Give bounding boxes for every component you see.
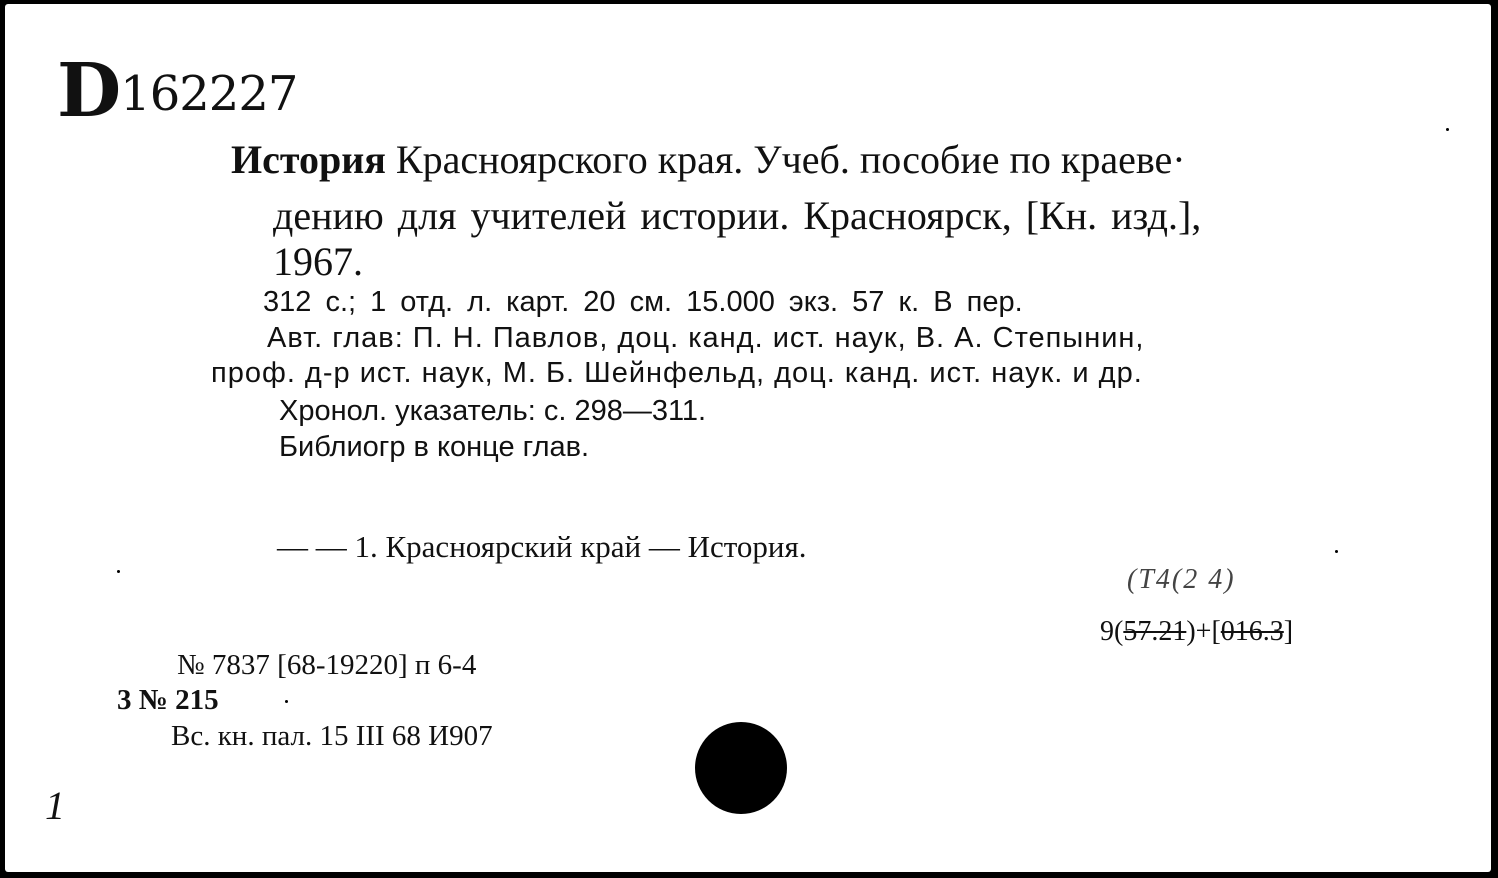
corner-handwritten-mark: 1 xyxy=(45,783,65,828)
footer-z-number: 3 № 215 xyxy=(117,684,219,716)
classification-mark xyxy=(1100,616,1293,648)
chronology-note: Хронол. указатель: с. 298—311. xyxy=(279,395,707,427)
call-number xyxy=(57,48,298,134)
physical-description: 312 с.; 1 отд. л. карт. 20 см. 15.000 экз. 57 к. В пер. xyxy=(263,286,1023,318)
catalog-card xyxy=(5,4,1491,872)
title-bold-word: История xyxy=(231,137,386,182)
class-suffix: ] xyxy=(1283,616,1294,647)
class-struck-2: 016.3 xyxy=(1220,616,1284,647)
speck xyxy=(1446,128,1449,131)
call-prefix: D xyxy=(57,48,121,134)
speck xyxy=(285,700,288,703)
title-rest: Красноярского края. Учеб. пособие по краеве· xyxy=(395,137,1186,182)
class-prefix: 9( xyxy=(1100,616,1124,647)
handwritten-note: (Т4(2 4) xyxy=(1127,564,1236,595)
punch-hole xyxy=(695,722,787,814)
call-digits: 162227 xyxy=(120,66,298,122)
subject-heading: — — 1. Красноярский край — История. xyxy=(277,529,807,564)
footer-number: № 7837 [68-19220] п 6-4 xyxy=(177,649,477,681)
title-line-3: 1967. xyxy=(273,239,363,284)
class-mid: )+[ xyxy=(1186,616,1221,647)
bibliography-note: Библиогр в конце глав. xyxy=(279,431,590,463)
speck xyxy=(117,570,120,573)
speck xyxy=(1335,550,1338,553)
title-line-2: дению для учителей истории. Красноярск, [Кн. изд.], xyxy=(273,193,1202,238)
authors-line-1: Авт. глав: П. Н. Павлов, доц. канд. ист. наук, В. А. Степынин, xyxy=(267,322,1145,354)
footer-chamber: Вс. кн. пал. 15 III 68 И907 xyxy=(171,720,493,752)
title-line-1 xyxy=(231,136,1186,183)
class-struck-1: 57.21 xyxy=(1123,616,1187,647)
authors-line-2: проф. д-р ист. наук, М. Б. Шейнфельд, доц. канд. ист. наук. и др. xyxy=(211,357,1143,389)
